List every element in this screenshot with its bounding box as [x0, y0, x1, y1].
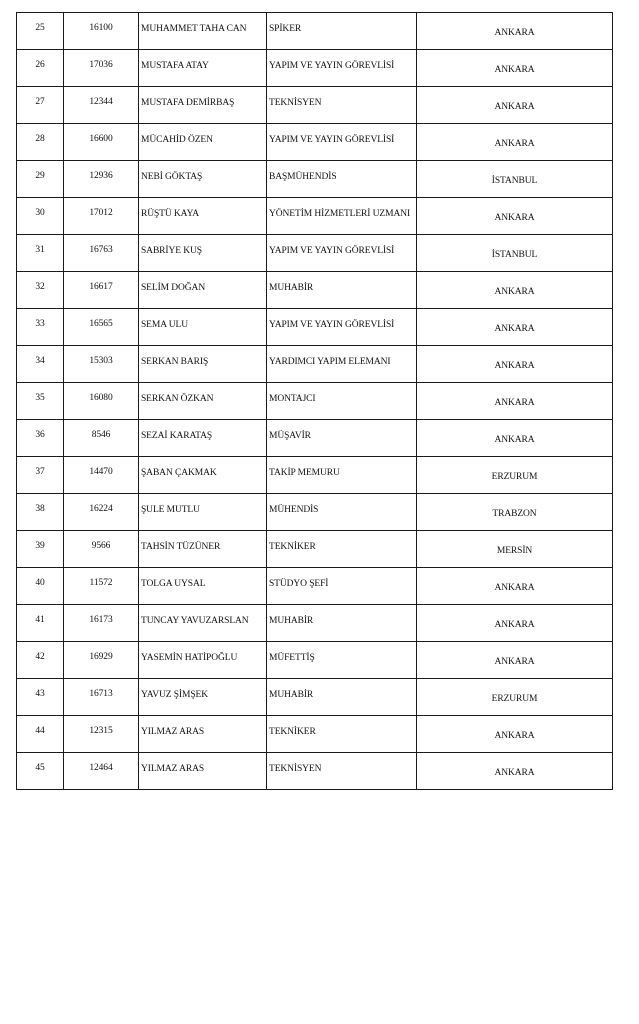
registry-number-cell: 16763 [64, 235, 139, 272]
full-name-cell: MUSTAFA ATAY [139, 50, 267, 87]
job-title-cell: MÜHENDİS [267, 494, 417, 531]
table-row [17, 50, 613, 87]
full-name-cell: YAVUZ ŞİMŞEK [139, 679, 267, 716]
registry-number-cell: 12344 [64, 87, 139, 124]
registry-number-cell: 12936 [64, 161, 139, 198]
full-name-cell: MUSTAFA DEMİRBAŞ [139, 87, 267, 124]
row-number-cell: 32 [17, 272, 64, 309]
job-title-cell: TAKİP MEMURU [267, 457, 417, 494]
registry-number-cell: 17012 [64, 198, 139, 235]
city-cell: ANKARA [417, 753, 613, 790]
registry-number-cell: 11572 [64, 568, 139, 605]
city-cell: İSTANBUL [417, 161, 613, 198]
job-title-cell: YAPIM VE YAYIN GÖREVLİSİ [267, 309, 417, 346]
full-name-cell: NEBİ GÖKTAŞ [139, 161, 267, 198]
registry-number-cell: 16080 [64, 383, 139, 420]
table-row [17, 494, 613, 531]
job-title-cell: YÖNETİM HİZMETLERİ UZMANI [267, 198, 417, 235]
full-name-cell: SERKAN BARIŞ [139, 346, 267, 383]
city-cell: ERZURUM [417, 457, 613, 494]
table-row [17, 531, 613, 568]
table-row [17, 198, 613, 235]
row-number-cell: 35 [17, 383, 64, 420]
full-name-cell: ŞULE MUTLU [139, 494, 267, 531]
job-title-cell: YARDIMCI YAPIM ELEMANI [267, 346, 417, 383]
table-row [17, 87, 613, 124]
full-name-cell: TOLGA UYSAL [139, 568, 267, 605]
row-number-cell: 45 [17, 753, 64, 790]
row-number-cell: 29 [17, 161, 64, 198]
table-row [17, 420, 613, 457]
job-title-cell: BAŞMÜHENDİS [267, 161, 417, 198]
registry-number-cell: 16100 [64, 13, 139, 50]
row-number-cell: 34 [17, 346, 64, 383]
row-number-cell: 42 [17, 642, 64, 679]
table-row [17, 679, 613, 716]
city-cell: ANKARA [417, 420, 613, 457]
registry-number-cell: 17036 [64, 50, 139, 87]
registry-number-cell: 16173 [64, 605, 139, 642]
city-cell: MERSİN [417, 531, 613, 568]
registry-number-cell: 8546 [64, 420, 139, 457]
row-number-cell: 26 [17, 50, 64, 87]
row-number-cell: 36 [17, 420, 64, 457]
job-title-cell: YAPIM VE YAYIN GÖREVLİSİ [267, 235, 417, 272]
table-row [17, 309, 613, 346]
city-cell: ANKARA [417, 605, 613, 642]
job-title-cell: TEKNİKER [267, 531, 417, 568]
table-row [17, 605, 613, 642]
registry-number-cell: 16224 [64, 494, 139, 531]
row-number-cell: 25 [17, 13, 64, 50]
table-row [17, 124, 613, 161]
city-cell: TRABZON [417, 494, 613, 531]
full-name-cell: SEZAİ KARATAŞ [139, 420, 267, 457]
full-name-cell: YASEMİN HATİPOĞLU [139, 642, 267, 679]
full-name-cell: YILMAZ ARAS [139, 753, 267, 790]
table-row [17, 383, 613, 420]
row-number-cell: 43 [17, 679, 64, 716]
full-name-cell: RÜŞTÜ KAYA [139, 198, 267, 235]
job-title-cell: MÜFETTİŞ [267, 642, 417, 679]
row-number-cell: 28 [17, 124, 64, 161]
row-number-cell: 40 [17, 568, 64, 605]
row-number-cell: 38 [17, 494, 64, 531]
registry-number-cell: 16929 [64, 642, 139, 679]
row-number-cell: 41 [17, 605, 64, 642]
city-cell: ANKARA [417, 50, 613, 87]
row-number-cell: 31 [17, 235, 64, 272]
city-cell: ANKARA [417, 642, 613, 679]
city-cell: İSTANBUL [417, 235, 613, 272]
registry-number-cell: 9566 [64, 531, 139, 568]
registry-number-cell: 14470 [64, 457, 139, 494]
row-number-cell: 44 [17, 716, 64, 753]
city-cell: ANKARA [417, 309, 613, 346]
job-title-cell: TEKNİKER [267, 716, 417, 753]
registry-number-cell: 12464 [64, 753, 139, 790]
table-row [17, 161, 613, 198]
full-name-cell: SELİM DOĞAN [139, 272, 267, 309]
personnel-table-body [17, 13, 613, 790]
city-cell: ANKARA [417, 87, 613, 124]
row-number-cell: 39 [17, 531, 64, 568]
personnel-table [16, 12, 613, 790]
table-row [17, 346, 613, 383]
city-cell: ANKARA [417, 124, 613, 161]
full-name-cell: MÜCAHİD ÖZEN [139, 124, 267, 161]
city-cell: ANKARA [417, 716, 613, 753]
job-title-cell: TEKNİSYEN [267, 753, 417, 790]
table-row [17, 13, 613, 50]
job-title-cell: MUHABİR [267, 679, 417, 716]
full-name-cell: SERKAN ÖZKAN [139, 383, 267, 420]
job-title-cell: MÜŞAVİR [267, 420, 417, 457]
full-name-cell: SEMA ULU [139, 309, 267, 346]
city-cell: ANKARA [417, 272, 613, 309]
table-row [17, 272, 613, 309]
row-number-cell: 33 [17, 309, 64, 346]
job-title-cell: TEKNİSYEN [267, 87, 417, 124]
registry-number-cell: 15303 [64, 346, 139, 383]
city-cell: ANKARA [417, 383, 613, 420]
job-title-cell: SPİKER [267, 13, 417, 50]
city-cell: ANKARA [417, 13, 613, 50]
city-cell: ANKARA [417, 568, 613, 605]
row-number-cell: 37 [17, 457, 64, 494]
full-name-cell: ŞABAN ÇAKMAK [139, 457, 267, 494]
row-number-cell: 27 [17, 87, 64, 124]
document-page [16, 12, 612, 790]
row-number-cell: 30 [17, 198, 64, 235]
city-cell: ANKARA [417, 198, 613, 235]
registry-number-cell: 16713 [64, 679, 139, 716]
job-title-cell: MONTAJCI [267, 383, 417, 420]
table-row [17, 716, 613, 753]
table-row [17, 568, 613, 605]
registry-number-cell: 16600 [64, 124, 139, 161]
table-row [17, 457, 613, 494]
job-title-cell: MUHABİR [267, 272, 417, 309]
table-row [17, 642, 613, 679]
city-cell: ERZURUM [417, 679, 613, 716]
job-title-cell: YAPIM VE YAYIN GÖREVLİSİ [267, 124, 417, 161]
job-title-cell: STÜDYO ŞEFİ [267, 568, 417, 605]
city-cell: ANKARA [417, 346, 613, 383]
registry-number-cell: 12315 [64, 716, 139, 753]
full-name-cell: YILMAZ ARAS [139, 716, 267, 753]
full-name-cell: MUHAMMET TAHA CAN [139, 13, 267, 50]
registry-number-cell: 16565 [64, 309, 139, 346]
full-name-cell: TAHSİN TÜZÜNER [139, 531, 267, 568]
table-row [17, 235, 613, 272]
job-title-cell: MUHABİR [267, 605, 417, 642]
registry-number-cell: 16617 [64, 272, 139, 309]
full-name-cell: TUNCAY YAVUZARSLAN [139, 605, 267, 642]
table-row [17, 753, 613, 790]
job-title-cell: YAPIM VE YAYIN GÖREVLİSİ [267, 50, 417, 87]
full-name-cell: SABRİYE KUŞ [139, 235, 267, 272]
